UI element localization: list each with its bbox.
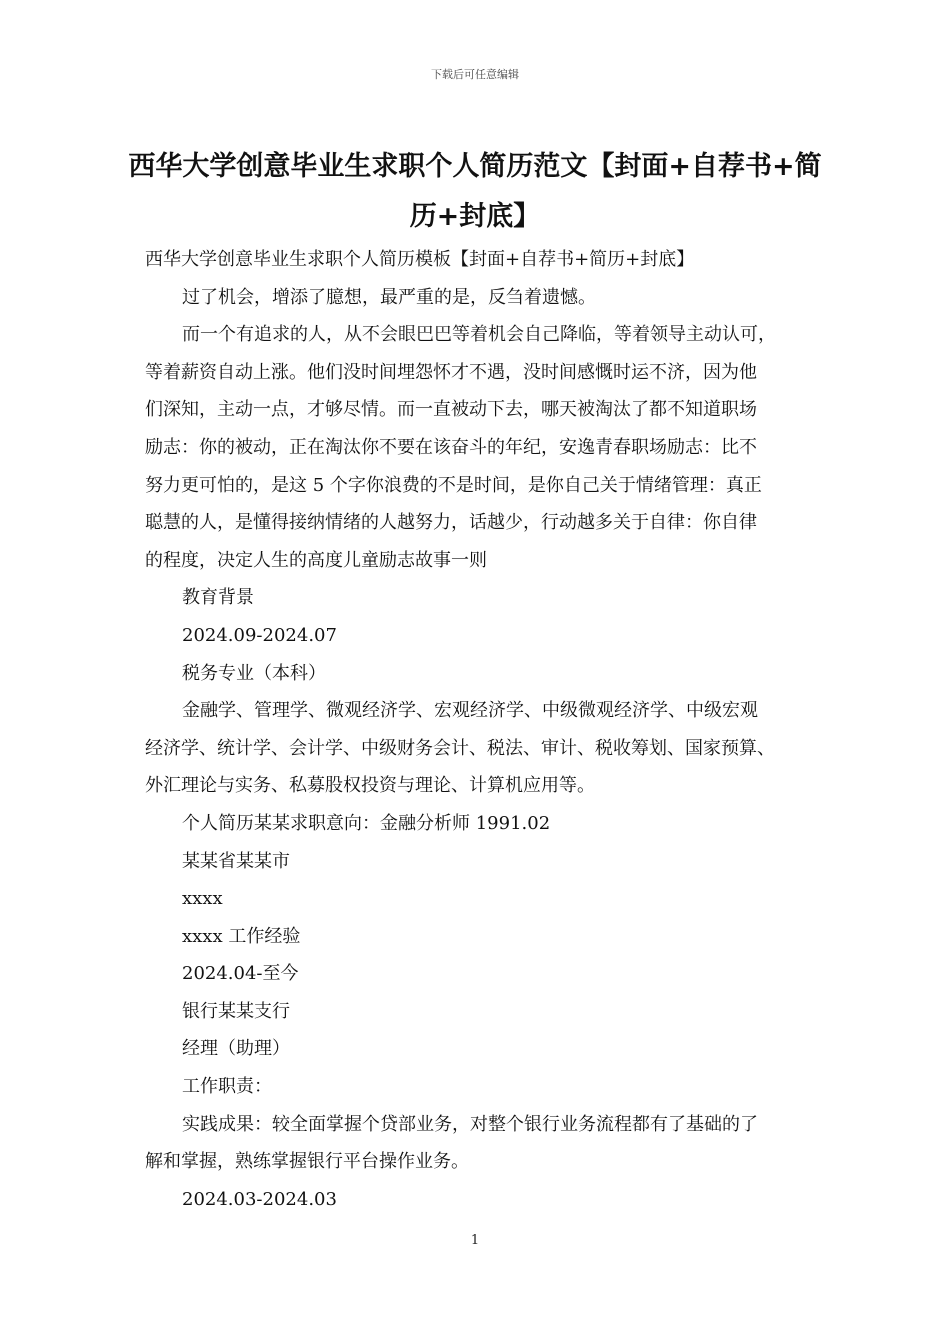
page-header-note: 下载后可任意编辑 — [431, 68, 519, 81]
body-line: 经济学、统计学、会计学、中级财务会计、税法、审计、税收筹划、国家预算、 — [145, 737, 775, 759]
body-line: 西华大学创意毕业生求职个人简历模板【封面+自荐书+简历+封底】 — [145, 249, 695, 270]
document-body — [145, 241, 825, 1218]
body-line: 努力更可怕的，是这 5 个字你浪费的不是时间，是你自己关于情绪管理：真正 — [145, 474, 762, 496]
body-line: 银行某某支行 — [182, 1000, 290, 1022]
body-line: 2024.04-至今 — [182, 963, 299, 985]
body-line: 等着薪资自动上涨。他们没时间埋怨怀才不遇，没时间感慨时运不济，因为他 — [145, 361, 757, 383]
body-line: 2024.03-2024.03 — [182, 1188, 337, 1210]
body-line: 个人简历某某求职意向：金融分析师 1991.02 — [182, 812, 551, 834]
body-line: 外汇理论与实务、私募股权投资与理论、计算机应用等。 — [145, 775, 595, 797]
body-line: 的程度，决定人生的高度儿童励志故事一则 — [145, 549, 487, 571]
body-line: xxxx — [182, 888, 223, 910]
section-heading-education: 教育背景 — [182, 587, 254, 609]
title-line-2: 历+封底】 — [409, 201, 541, 232]
body-line: 某某省某某市 — [182, 850, 290, 872]
body-line: 解和掌握，熟练掌握银行平台操作业务。 — [145, 1151, 469, 1173]
title-line-1: 西华大学创意毕业生求职个人简历范文【封面+自荐书+简 — [128, 151, 822, 182]
body-line: 聪慧的人，是懂得接纳情绪的人越努力，话越少，行动越多关于自律：你自律 — [145, 512, 757, 534]
body-line: 们深知，主动一点，才够尽情。而一直被动下去，哪天被淘汰了都不知道职场 — [145, 399, 757, 421]
body-line: 过了机会，增添了臆想，最严重的是，反刍着遗憾。 — [182, 286, 596, 308]
body-line: 实践成果：较全面掌握个贷部业务，对整个银行业务流程都有了基础的了 — [182, 1113, 758, 1135]
body-line: 税务专业（本科） — [182, 662, 326, 684]
page-number: 1 — [470, 1233, 480, 1248]
body-line: 金融学、管理学、微观经济学、宏观经济学、中级微观经济学、中级宏观 — [182, 700, 758, 722]
body-line: 而一个有追求的人，从不会眼巴巴等着机会自己降临，等着领导主动认可， — [182, 324, 776, 346]
body-line: 2024.09-2024.07 — [182, 624, 337, 646]
body-line: 励志：你的被动，正在淘汰你不要在该奋斗的年纪，安逸青春职场励志：比不 — [145, 436, 757, 458]
body-line: 经理（助理） — [182, 1038, 290, 1060]
document-title — [110, 142, 840, 242]
body-line: xxxx 工作经验 — [182, 925, 301, 947]
body-line: 工作职责： — [182, 1076, 272, 1098]
